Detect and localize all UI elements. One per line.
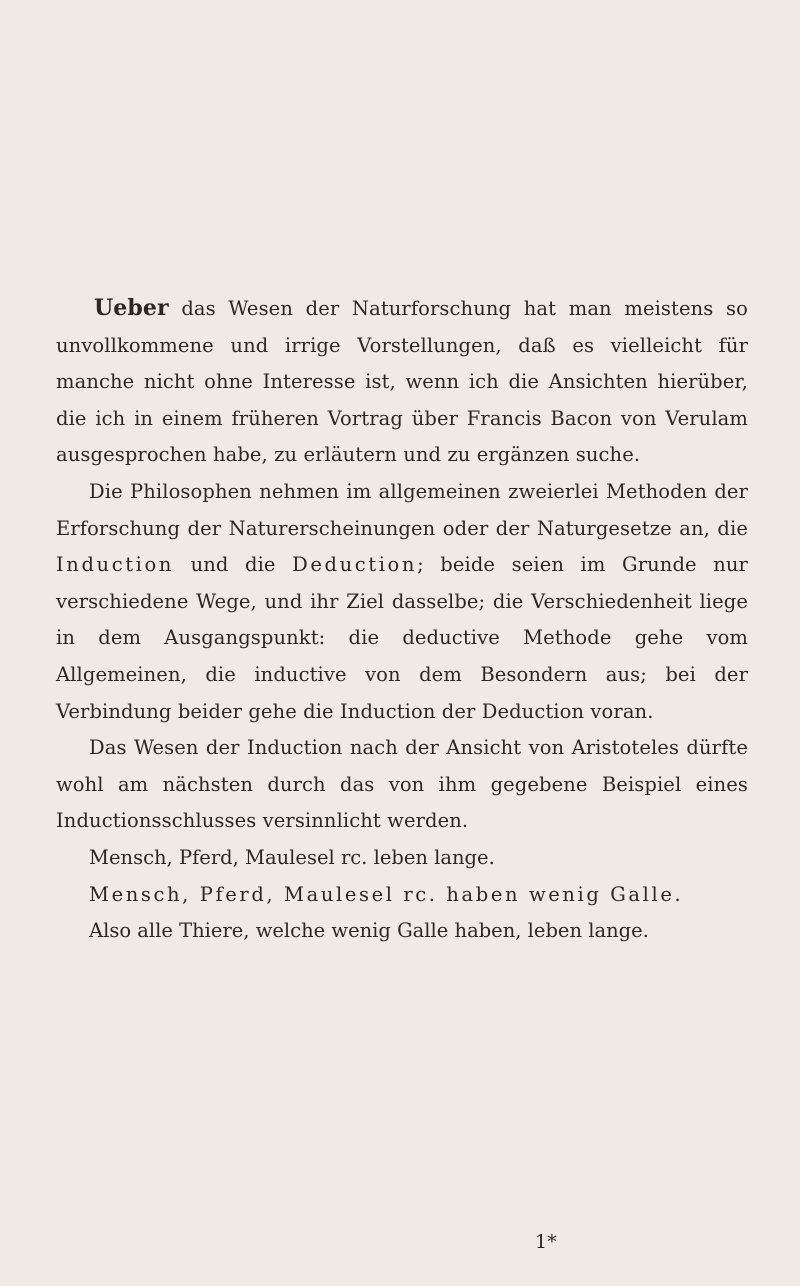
example-premise-2: Mensch, Pferd, Maulesel rc. haben wenig Galle. [89,882,684,906]
example-conclusion: Also alle Thiere, welche wenig Galle haben, leben lange. [89,919,649,943]
opening-word: Ueber [94,295,169,321]
example-premise-1: Mensch, Pferd, Maulesel rc. leben lange. [89,845,495,869]
paragraph-methods-text-1: Die Philosophen nehmen im allgemeinen zweierlei Methoden der Erforschung der Naturerscheinungen oder der Naturgesetze an, die [56,479,748,540]
paragraph-aristotle-text: Das Wesen der Induction nach der Ansicht von Aristoteles dürfte wohl am nächsten durch das von ihm gegebene Beispiel eines Inductionsschlusses versinnlicht werden. [56,736,748,833]
paragraph-intro-text: das Wesen der Naturforschung hat man meistens so unvollkommene und irrige Vorstellungen, daß es vielleicht für manche nicht ohne Interesse ist, wenn ich die Ansichten hierüber, die ich in einem früheren Vortrag über Francis Bacon von Verulam ausgesprochen habe, zu erläutern und zu ergänzen suche. [56,297,748,467]
paragraph-methods [56,474,748,730]
paragraph-methods-text-2: ; beide seien im Grunde nur verschiedene Wege, und ihr Ziel dasselbe; die Verschiedenheit liege in dem Ausgangspunkt: die deductive Methode gehe vom Allgemeinen, die inductive von dem Besondern aus; bei der Verbindung beider gehe die Induction der Deduction voran. [56,553,748,723]
paragraph-methods-and: und die [190,553,276,577]
term-deduction: Deduction [292,553,418,577]
paragraph-intro [56,290,748,474]
sheet-signature: 1* [535,1231,557,1253]
paragraph-aristotle [56,730,748,840]
term-induction: Induction [56,553,174,577]
